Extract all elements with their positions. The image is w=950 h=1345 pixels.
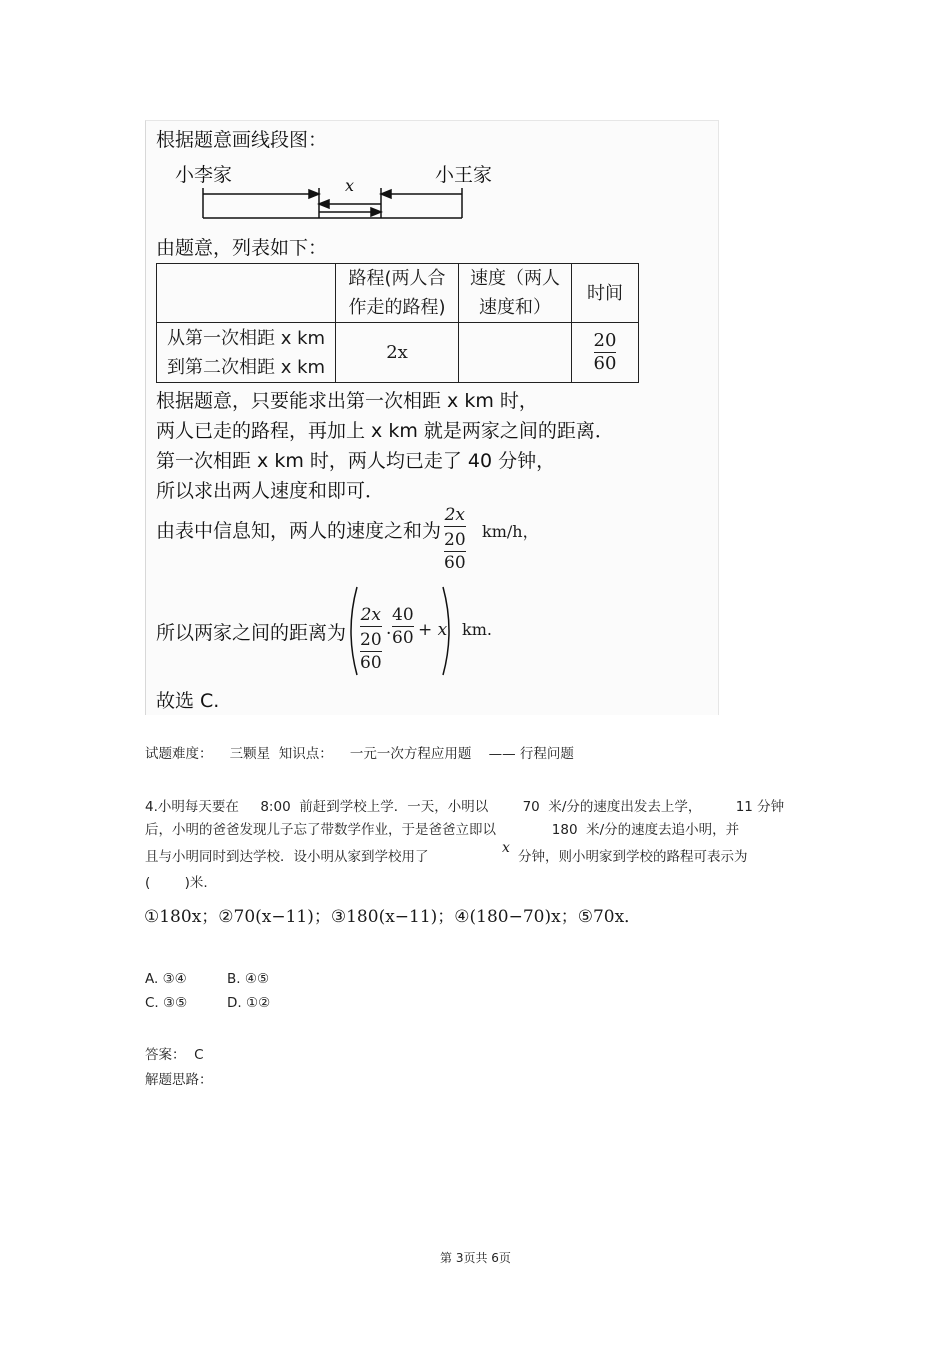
diagram-left-label: 小李家 bbox=[175, 164, 233, 186]
table-header-speed: 速度（两人 速度和） bbox=[459, 264, 572, 323]
hint-label: 解题思路： bbox=[145, 1072, 213, 1088]
distance-unit: km. bbox=[462, 620, 492, 639]
solution-line-2: 两人已走的路程，再加上 x km 就是两家之间的距离． bbox=[156, 420, 614, 442]
table-row-label: 从第一次相距 x km 到第二次相距 x km bbox=[157, 323, 336, 383]
table-cell-speed bbox=[459, 323, 572, 383]
solution-line-3: 第一次相距 x km 时，两人均已走了 40 分钟， bbox=[156, 450, 556, 472]
difficulty-meta: 试题难度： 三颗星 知识点： 一元一次方程应用题 —— 行程问题 bbox=[145, 746, 574, 762]
segment-diagram bbox=[195, 182, 475, 222]
question-line-3b: 分钟，则小明家到学校的路程可表示为 bbox=[518, 849, 748, 865]
question-var-x: x bbox=[502, 840, 510, 856]
speed-unit: km/h， bbox=[482, 522, 539, 541]
solution-conclusion: 故选 C. bbox=[156, 690, 220, 712]
option-c: C. ③⑤ bbox=[145, 995, 188, 1011]
table-cell-distance: 2x bbox=[336, 323, 459, 383]
question-line-2: 后，小明的爸爸发现儿子忘了带数学作业，于是爸爸立即以 180 米/分的速度去追小明，并 bbox=[145, 822, 740, 838]
diagram-var-label: x bbox=[345, 176, 355, 195]
distance-sentence: 所以两家之间的距离为 bbox=[156, 622, 347, 644]
solution-line-4: 所以求出两人速度和即可． bbox=[156, 480, 385, 502]
distance-plus-x: + x bbox=[418, 620, 448, 640]
options-formula: ①180x；②70(x−11)；③180(x−11)；④(180−70)x；⑤70x． bbox=[144, 907, 642, 927]
answer-line: 答案： C bbox=[145, 1047, 204, 1063]
option-d: D. ①② bbox=[227, 995, 271, 1011]
option-b: B. ④⑤ bbox=[227, 971, 270, 987]
page-footer: 第 3页共 6页 bbox=[440, 1251, 511, 1265]
table-cell-time: $\frac{20}{60}$ bbox=[572, 323, 639, 383]
question-line-1: 4.小明每天要在 8:00 前赶到学校上学．一天，小明以 70 米/分的速度出发去上学， 11 分钟 bbox=[145, 799, 785, 815]
diagram-right-label: 小王家 bbox=[435, 164, 493, 186]
speed-sentence: 由表中信息知，两人的速度之和为 bbox=[156, 520, 442, 542]
table-header-empty bbox=[157, 264, 336, 323]
question-line-4: ( )米. bbox=[145, 875, 208, 891]
distance-frac-mult: $\frac{40}{60}$ bbox=[392, 605, 414, 648]
table-header-time: 时间 bbox=[572, 264, 639, 323]
distance-frac-main: $\frac{2x}{\frac{20}{60}}$ bbox=[360, 605, 382, 673]
table-intro: 由题意，列表如下： bbox=[156, 237, 328, 259]
table-header-distance: 路程(两人合 作走的路程) bbox=[336, 264, 459, 323]
question-line-3a: 且与小明同时到达学校．设小明从家到学校用了 bbox=[145, 849, 429, 865]
solution-table bbox=[156, 263, 639, 383]
option-a: A. ③④ bbox=[145, 971, 187, 987]
speed-fraction: $\frac{2x}{\frac{20}{60}}$ bbox=[444, 505, 466, 573]
solution-intro: 根据题意画线段图： bbox=[156, 129, 328, 151]
solution-line-1: 根据题意，只要能求出第一次相距 x km 时， bbox=[156, 390, 538, 412]
mult-dot: · bbox=[386, 624, 392, 644]
